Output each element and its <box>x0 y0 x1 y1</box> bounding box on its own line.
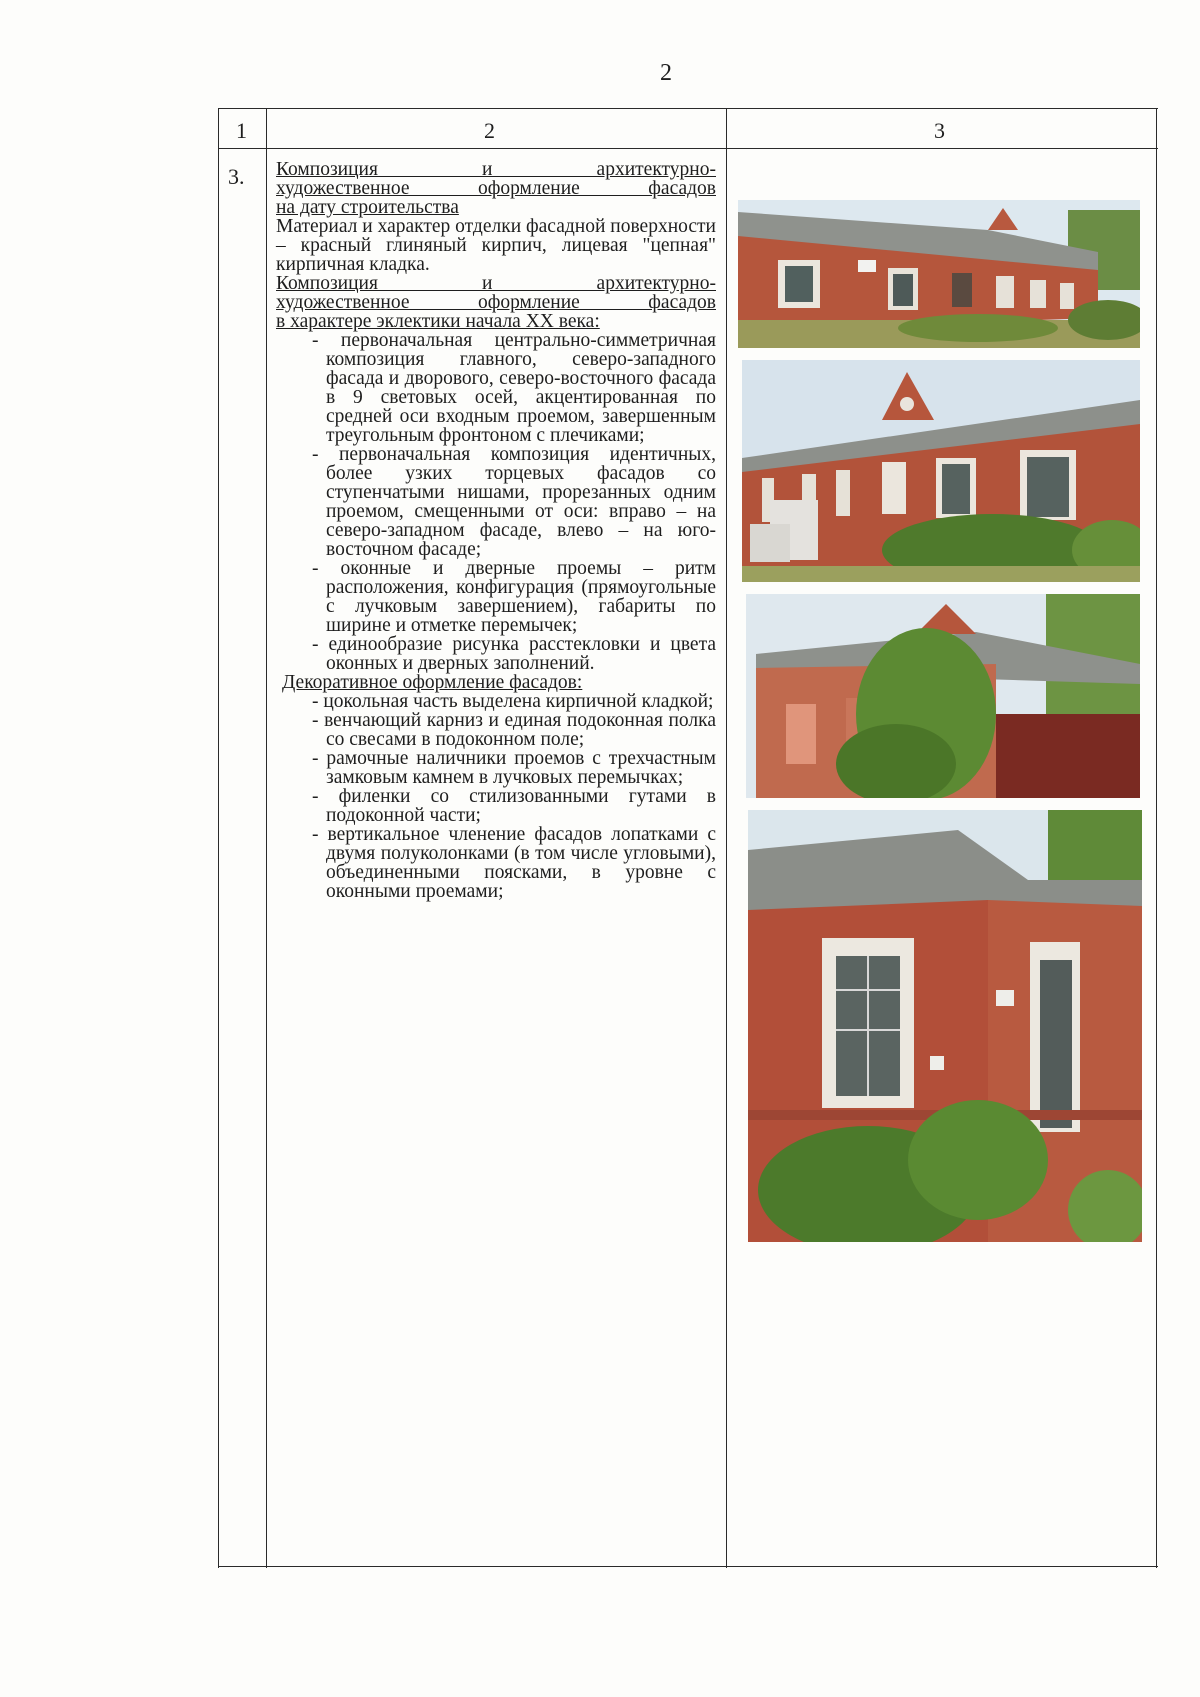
heading-eclectic-line-1: Композиция и архитектурно- <box>276 273 716 294</box>
document-table <box>218 108 1158 1568</box>
heading-construction-line-2: художественное оформление фасадов <box>276 178 716 199</box>
page-number: 2 <box>660 60 672 86</box>
list-item: - вертикальное членение фасадов лопатками с двумя полуколонками (в том числе угловыми), объединенными поясками, в уровне с оконными проемами; <box>312 824 716 902</box>
list-item: - единообразие рисунка расстекловки и цвета оконных и дверных заполнений. <box>312 634 716 674</box>
table-border-left <box>218 108 219 1568</box>
photo-pediment-facade <box>742 360 1140 582</box>
list-item: - первоначальная композиция идентичных, более узких торцевых фасадов со ступенчатыми нишами, прорезанных одним проемом, смещенными от оси: вправо – на северо-западном фасаде, влево – на юго-восточном фасаде; <box>312 444 716 560</box>
heading-construction-line-3: на дату строительства <box>276 197 459 218</box>
list-item: - оконные и дверные проемы – ритм расположения, конфигурация (прямоугольные с лучковым завершением), габариты по ширине и отметке перемычек; <box>312 558 716 636</box>
photo-end-facade <box>746 594 1140 798</box>
table-border-bottom <box>218 1566 1158 1567</box>
heading-eclectic-line-3: в характере эклектики начала ХХ века: <box>276 311 600 332</box>
table-border-right <box>1156 108 1157 1568</box>
list-item: - рамочные наличники проемов с трехчастным замковым камнем в лучковых перемычках; <box>312 748 716 788</box>
list-item: - цокольная часть выделена кирпичной кладкой; <box>312 691 714 712</box>
material-text: Материал и характер отделки фасадной поверхности – красный глиняный кирпич, лицевая "цепная" кирпичная кладка. <box>276 216 716 275</box>
list-item: - первоначальная центрально-симметричная композиция главного, северо-западного фасада и дворового, северо-восточного фасада в 9 световых осей, акцентированная по средней оси входным проемом, завершенным треугольным фронтоном с плечиками; <box>312 330 716 446</box>
list-item: - филенки со стилизованными гутами в подоконной части; <box>312 786 716 826</box>
column-header-1: 1 <box>236 118 247 143</box>
heading-construction-line-1: Композиция и архитектурно- <box>276 159 716 180</box>
description-column <box>276 160 716 901</box>
table-border-top <box>218 108 1158 109</box>
column-header-2: 2 <box>484 118 495 143</box>
photo-corner-closeup <box>748 810 1142 1242</box>
heading-decoration: Декоративное оформление фасадов: <box>282 672 583 693</box>
photo-main-facade <box>738 200 1140 348</box>
heading-eclectic-line-2: художественное оформление фасадов <box>276 292 716 313</box>
column-divider-1 <box>266 108 267 1568</box>
column-header-3: 3 <box>934 118 945 143</box>
row-number: 3. <box>228 164 245 189</box>
list-item: - венчающий карниз и единая подоконная полка со свесами в подоконном поле; <box>312 710 716 750</box>
column-divider-2 <box>726 108 727 1568</box>
header-divider <box>218 148 1158 149</box>
